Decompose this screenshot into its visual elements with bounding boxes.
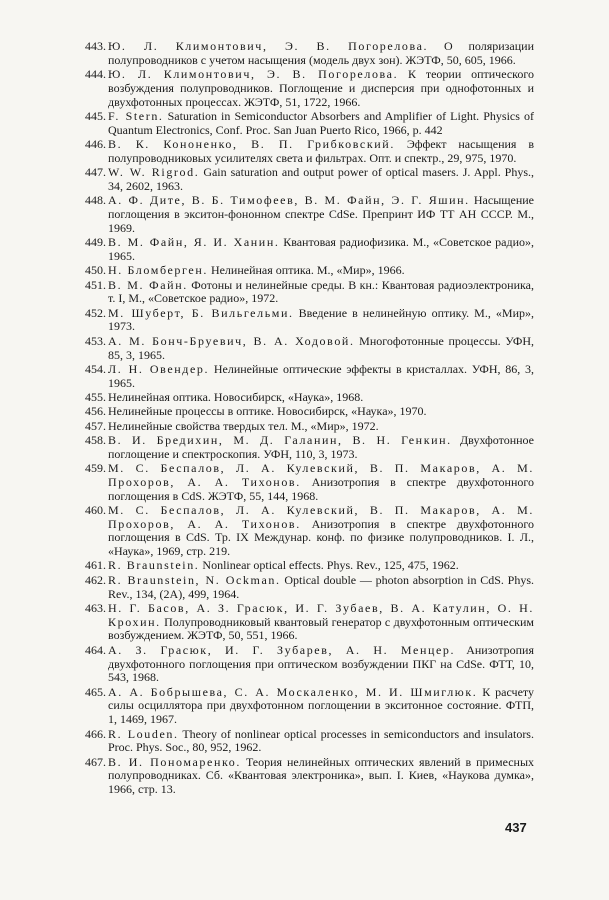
reference-authors: R. Braunstein. bbox=[108, 558, 200, 573]
reference-number: 448 . bbox=[66, 194, 106, 208]
reference-text: Полупроводниковый квантовый генератор с двухфотонным оптическим возбуждением. ЖЭТФ, 50, 551, 1966. bbox=[108, 614, 534, 643]
reference-authors: М. Шуберт, Б. Вильгельми. bbox=[108, 305, 294, 320]
reference-number: 453 . bbox=[66, 335, 106, 349]
reference-text: Анизотропия двухфотонного поглощения при оптическом возбуждении ПКГ на CdSe. ФТТ, 10, 543, 1968. bbox=[108, 642, 534, 685]
reference-number: 446 . bbox=[66, 138, 106, 152]
reference-item bbox=[86, 420, 534, 434]
reference-text: Теория нелинейных оптических явлений в примесных полупроводниках. Сб. «Квантовая электроника», вып. I. Киев, «Наукова думка», 1966, стр. 13. bbox=[108, 754, 535, 797]
reference-number: 455 . bbox=[66, 391, 106, 405]
reference-text: Gain saturation and output power of optical masers. J. Appl. Phys., 34, 2602, 1963. bbox=[108, 165, 535, 193]
reference-number: 449 . bbox=[66, 236, 106, 250]
reference-number: 463 . bbox=[66, 602, 106, 616]
reference-authors: Н. Бломберген. bbox=[108, 263, 208, 278]
reference-text: Saturation in Semiconductor Absorbers and Amplifier of Light. Physics of Quantum Electronics, Conf. Proc. San Juan Puerto Rico, 1966, p. 442 bbox=[108, 108, 534, 137]
reference-item bbox=[86, 405, 534, 419]
reference-text: Theory of nonlinear optical processes in semiconductors and insulators. Proc. Phys. Soc., 80, 952, 1962. bbox=[108, 726, 534, 755]
reference-item bbox=[86, 279, 534, 307]
reference-authors: М. С. Беспалов, Л. А. Кулевский, В. П. Макаров, А. М. Прохоров, А. А. Тихонов. bbox=[108, 460, 534, 489]
reference-item bbox=[86, 602, 534, 643]
reference-authors: R. Louden. bbox=[108, 726, 179, 741]
reference-text: Эффект насыщения в полупроводниковых усилителях света и фильтрах. Опт. и спектр., 29, 975, 1970. bbox=[108, 137, 535, 165]
reference-item bbox=[86, 574, 534, 602]
reference-text: Нелинейная оптика. Новосибирск, «Наука», 1968. bbox=[108, 389, 364, 404]
reference-authors: А. А. Бобрышева, С. А. Москаленко, М. И. Шмиглюк. bbox=[108, 684, 478, 699]
reference-text: Optical double — photon absorption in CdS. Phys. Rev., 134, (2A), 499, 1964. bbox=[108, 572, 534, 601]
reference-item bbox=[86, 559, 534, 573]
reference-number: 467 . bbox=[66, 756, 106, 770]
reference-item bbox=[86, 434, 534, 462]
reference-item bbox=[86, 363, 534, 391]
reference-item bbox=[86, 335, 534, 363]
reference-number: 451 . bbox=[66, 279, 106, 293]
reference-authors: F. Stern. bbox=[108, 108, 164, 123]
reference-number: 457 . bbox=[66, 420, 106, 434]
reference-authors: Ю. Л. Климонтович, Э. В. Погорелова. bbox=[108, 67, 399, 82]
reference-text: Квантовая радиофизика. М., «Советское радио», 1965. bbox=[108, 235, 535, 263]
reference-text: Анизотропия в спектре двухфотонного поглощения в CdS. Тр. IX Междунар. конф. по физике полупроводников. I. Л., «Наука», 1969, стр. 219. bbox=[108, 516, 534, 559]
reference-number: 465 . bbox=[66, 686, 106, 700]
reference-number: 460 . bbox=[66, 504, 106, 518]
reference-authors: W. W. Rigrod. bbox=[108, 165, 200, 180]
reference-number: 458 . bbox=[66, 434, 106, 448]
reference-text: Нелинейные процессы в оптике. Новосибирск, «Наука», 1970. bbox=[108, 404, 427, 419]
reference-item bbox=[86, 68, 534, 109]
reference-authors: В. И. Пономаренко. bbox=[108, 754, 241, 769]
page-number: 437 bbox=[505, 820, 527, 835]
reference-authors: Ю. Л. Климонтович, Э. В. Погорелова. bbox=[108, 39, 429, 53]
reference-authors: М. С. Беспалов, Л. А. Кулевский, В. П. Макаров, А. М. Прохоров, А. А. Тихонов. bbox=[108, 502, 534, 531]
reference-text: Фотоны и нелинейные среды. В кн.: Квантовая радиоэлектроника, т. I, М., «Советское радио», 1972. bbox=[108, 277, 534, 306]
reference-text: Многофотонные процессы. УФН, 85, 3, 1965. bbox=[108, 333, 534, 362]
reference-authors: Н. Г. Басов, А. З. Грасюк, И. Г. Зубаев, В. А. Катулин, О. Н. Крохин. bbox=[108, 600, 534, 629]
reference-number: 445 . bbox=[66, 110, 106, 124]
reference-number: 459 . bbox=[66, 462, 106, 476]
reference-number: 464 . bbox=[66, 644, 106, 658]
reference-authors: В. М. Файн, Я. И. Ханин. bbox=[108, 235, 280, 250]
reference-authors: В. М. Файн. bbox=[108, 277, 188, 292]
reference-authors: В. К. Кононенко, В. П. Грибковский. bbox=[108, 137, 395, 152]
reference-item bbox=[86, 166, 534, 194]
reference-number: 466 . bbox=[66, 728, 106, 742]
reference-item bbox=[86, 644, 534, 685]
reference-authors: В. И. Бредихин, М. Д. Галанин, В. Н. Генкин. bbox=[108, 432, 452, 447]
reference-number: 456 . bbox=[66, 405, 106, 419]
reference-authors: А. З. Грасюк, И. Г. Зубарев, А. Н. Менцер. bbox=[108, 642, 456, 657]
reference-number: 454 . bbox=[66, 363, 106, 377]
reference-authors: R. Braunstein, N. Ockman. bbox=[108, 572, 281, 587]
reference-authors: А. М. Бонч-Бруевич, В. А. Ходовой. bbox=[108, 333, 355, 348]
reference-text: Анизотропия в спектре двухфотонного поглощения в CdS. ЖЭТФ, 55, 144, 1968. bbox=[108, 474, 534, 503]
reference-item bbox=[86, 307, 534, 335]
reference-text: К теории оптического возбуждения полупроводников. Поглощение и дисперсия при однофотонных и двухфотонных процессах. ЖЭТФ, 51, 1722, 1966. bbox=[108, 67, 534, 109]
reference-item bbox=[86, 264, 534, 278]
reference-item bbox=[86, 236, 534, 264]
reference-item bbox=[86, 391, 534, 405]
reference-item bbox=[86, 138, 534, 166]
reference-item bbox=[86, 728, 534, 756]
reference-text: О поляризации полупроводников с учетом насыщения (модель двух зон). ЖЭТФ, 50, 605, 1966. bbox=[108, 39, 535, 67]
reference-authors: А. Ф. Дите, В. Б. Тимофеев, В. М. Файн, Э. Г. Яшин. bbox=[108, 193, 470, 208]
reference-item bbox=[86, 686, 534, 727]
reference-number: 443 . bbox=[66, 40, 106, 54]
reference-text: К расчету силы осциллятора при двухфотонном поглощении в экситонное состояние. ФТП, 1, 1469, 1967. bbox=[108, 684, 534, 727]
reference-item bbox=[86, 40, 534, 68]
reference-text: Двухфотонное поглощение и спектроскопия. УФН, 110, 3, 1973. bbox=[108, 432, 535, 461]
reference-item bbox=[86, 110, 534, 138]
reference-authors: Л. Н. Овендер. bbox=[108, 361, 210, 376]
reference-text: Нелинейные свойства твердых тел. М., «Мир», 1972. bbox=[108, 418, 379, 433]
reference-item bbox=[86, 194, 534, 235]
reference-item bbox=[86, 504, 534, 559]
reference-item bbox=[86, 462, 534, 503]
reference-list bbox=[86, 40, 534, 798]
reference-text: Nonlinear optical effects. Phys. Rev., 125, 475, 1962. bbox=[202, 558, 459, 573]
reference-number: 461 . bbox=[66, 559, 106, 573]
reference-number: 462 . bbox=[66, 574, 106, 588]
reference-text: Нелинейная оптика. М., «Мир», 1966. bbox=[210, 263, 405, 278]
reference-number: 452 . bbox=[66, 307, 106, 321]
reference-text: Введение в нелинейную оптику. М., «Мир», 1973. bbox=[108, 305, 535, 334]
reference-number: 444 . bbox=[66, 68, 106, 82]
reference-number: 447 . bbox=[66, 166, 106, 180]
reference-text: Нелинейные оптические эффекты в кристаллах. УФН, 86, 3, 1965. bbox=[108, 361, 534, 390]
reference-item bbox=[86, 756, 534, 797]
reference-text: Насыщение поглощения в экситон-фононном спектре CdSe. Препринт ИФ ТТ АН СССР. М., 1969. bbox=[108, 193, 534, 235]
reference-number: 450 . bbox=[66, 264, 106, 278]
